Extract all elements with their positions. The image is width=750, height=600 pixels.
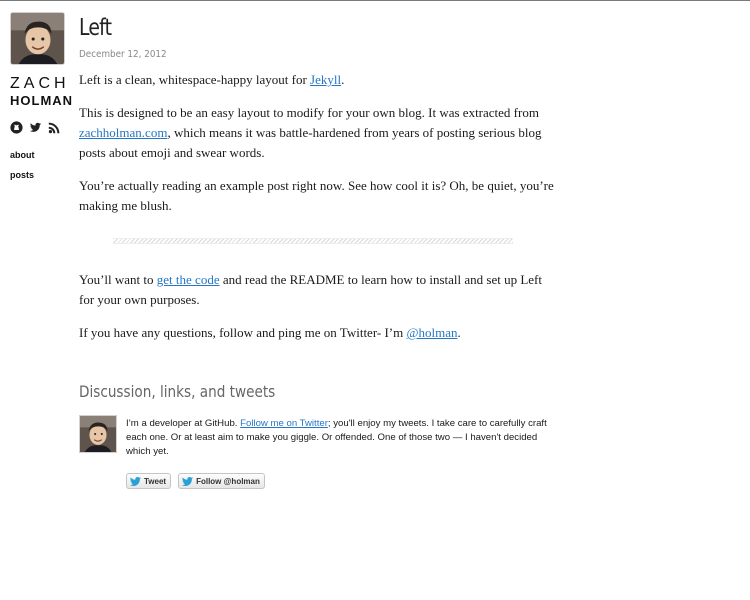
name-first: ZACH: [10, 75, 70, 92]
paragraph-2: [79, 103, 554, 163]
paragraph-5-text: If you have any questions, follow and ping me on Twitter- I’m: [79, 325, 407, 340]
social-links: [10, 121, 70, 134]
holman-twitter-link[interactable]: @holman: [406, 325, 458, 340]
post-content: [79, 13, 554, 489]
sidebar: [10, 12, 74, 190]
follow-button[interactable]: [178, 473, 265, 489]
paragraph-1-end: .: [341, 72, 345, 87]
bio-text-end: ; you'll enjoy my tweets. I take care to carefully craft each one. Or at least aim to make you giggle. Or offended. One of those two — I haven't decided which yet.: [126, 418, 547, 457]
bio-avatar: [79, 415, 117, 453]
github-icon[interactable]: [10, 121, 23, 134]
author-bio: [79, 415, 554, 459]
paragraph-4: [79, 270, 554, 310]
paragraph-1: [79, 70, 554, 90]
nav-about-link[interactable]: about: [10, 150, 35, 160]
avatar[interactable]: [10, 12, 65, 65]
paragraph-2-end: , which means it was battle-hardened from years of posting serious blog posts about emoji and swear words.: [79, 125, 542, 160]
name-last: HOLMAN: [10, 93, 74, 108]
tweet-button[interactable]: [126, 473, 171, 489]
site-name[interactable]: [10, 75, 74, 108]
nav-posts-link[interactable]: posts: [10, 170, 35, 180]
post-title[interactable]: Left: [79, 15, 112, 41]
twitter-bird-icon: [182, 477, 193, 486]
jekyll-link[interactable]: Jekyll: [310, 72, 342, 87]
get-the-code-link[interactable]: get the code: [156, 272, 220, 287]
paragraph-4-end: and read the README to learn how to install and set up Left for your own purposes.: [79, 272, 542, 307]
follow-button-label: Follow @holman: [196, 476, 260, 486]
discussion-title: Discussion, links, and tweets: [79, 382, 276, 401]
bio-avatar-photo: [80, 416, 116, 452]
paragraph-4-text: You’ll want to: [79, 272, 157, 287]
paragraph-5: [79, 323, 554, 343]
twitter-icon[interactable]: [29, 121, 42, 134]
paragraph-3: You’re actually reading an example post right now. See how cool it is? Oh, be quiet, you’re making me blush.: [79, 178, 554, 213]
twitter-bird-icon: [130, 477, 141, 486]
paragraph-5-end: .: [457, 325, 461, 340]
post-body: [79, 70, 554, 343]
paragraph-1-text: Left is a clean, whitespace-happy layout for: [79, 72, 311, 87]
zachholman-link[interactable]: zachholman.com: [79, 125, 168, 140]
bio-text-start: I’m a developer at GitHub.: [126, 418, 241, 429]
follow-me-on-twitter-link[interactable]: Follow me on Twitter: [240, 418, 328, 429]
rss-icon[interactable]: [48, 121, 61, 134]
avatar-photo: [11, 13, 64, 64]
paragraph-2-text: This is designed to be an easy layout to modify for your own blog. It was extracted from: [79, 105, 539, 120]
share-buttons: [126, 473, 554, 489]
sidebar-nav: [10, 150, 70, 180]
divider: [113, 238, 513, 244]
tweet-button-label: Tweet: [144, 476, 167, 486]
bio-text: [126, 417, 551, 459]
post-date: December 12, 2012: [79, 49, 167, 60]
